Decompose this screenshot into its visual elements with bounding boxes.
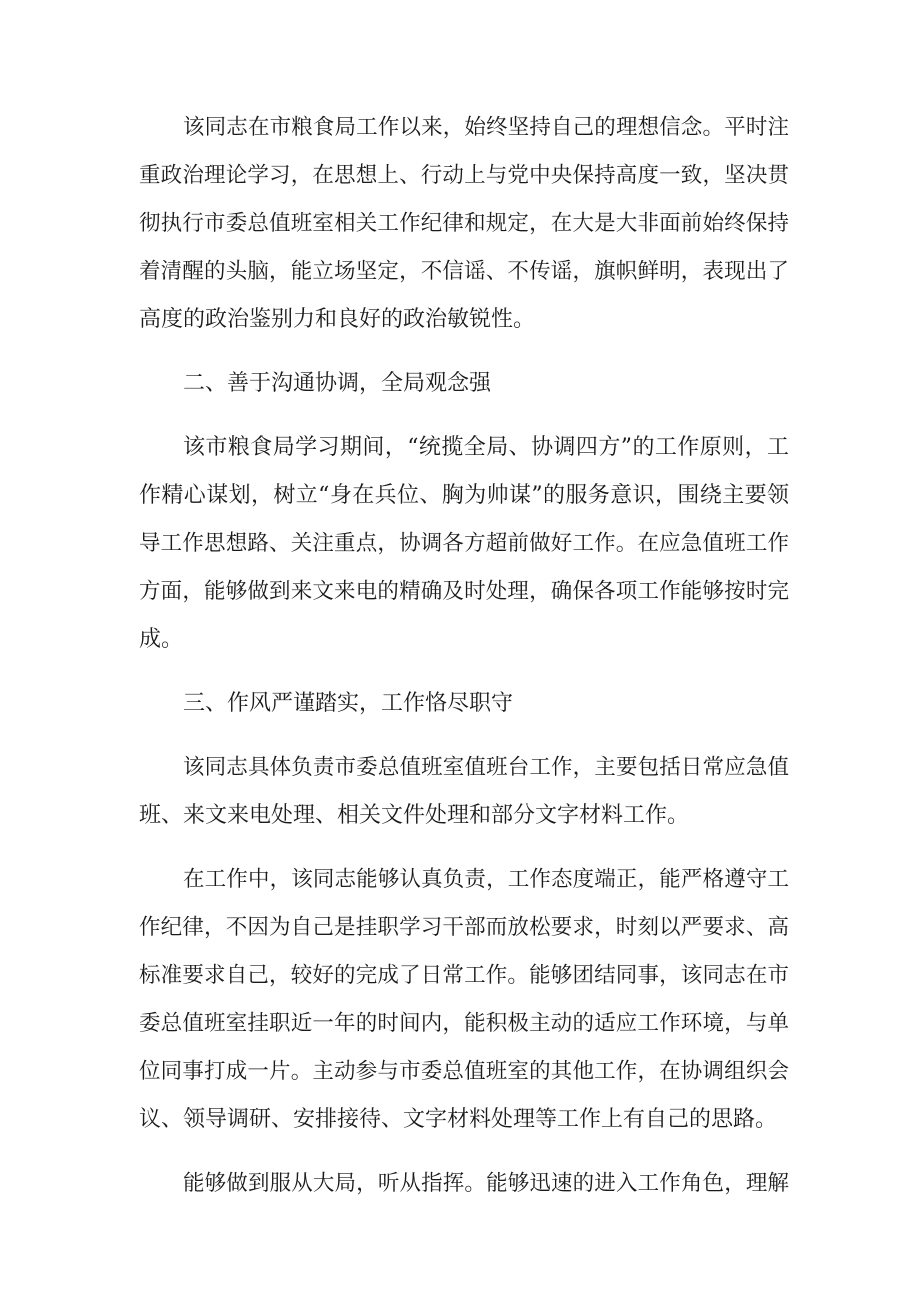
paragraph-line: 重政治理论学习，在思想上、行动上与党中央保持高度一致，坚决贯 [139,163,789,188]
paragraph-line: 彻执行市委总值班室相关工作纪律和规定，在大是大非面前始终保持 [139,211,789,236]
paragraph-line: 作精心谋划，树立“身在兵位、胸为帅谋”的服务意识，围绕主要领 [139,483,789,508]
paragraph-line: 该市粮食局学习期间，“统揽全局、协调四方”的工作原则，工 [183,435,789,460]
section-heading-3: 三、作风严谨踏实，工作恪尽职守 [183,691,514,716]
paragraph-line: 能够做到服从大局，听从指挥。能够迅速的进入工作角色，理解 [183,1171,789,1196]
paragraph-line: 该同志在市粮食局工作以来，始终坚持自己的理想信念。平时注 [183,115,789,140]
paragraph-line: 作纪律，不因为自己是挂职学习干部而放松要求，时刻以严要求、高 [139,915,789,940]
paragraph-line: 成。 [139,627,184,652]
paragraph-line: 标准要求自己，较好的完成了日常工作。能够团结同事，该同志在市 [139,963,789,988]
paragraph-line: 委总值班室挂职近一年的时间内，能积极主动的适应工作环境，与单 [139,1011,789,1036]
paragraph-line: 在工作中，该同志能够认真负责，工作态度端正，能严格遵守工 [183,867,789,892]
paragraph-line: 着清醒的头脑，能立场坚定，不信谣、不传谣，旗帜鲜明，表现出了 [139,259,789,284]
paragraph-line: 议、领导调研、安排接待、文字材料处理等工作上有自己的思路。 [139,1107,778,1132]
paragraph-line: 导工作思想路、关注重点，协调各方超前做好工作。在应急值班工作 [139,531,789,556]
paragraph-line: 该同志具体负责市委总值班室值班台工作，主要包括日常应急值 [183,755,789,780]
paragraph-line: 高度的政治鉴别力和良好的政治敏锐性。 [139,307,536,332]
section-heading-2: 二、善于沟通协调，全局观念强 [183,371,492,396]
paragraph-line: 班、来文来电处理、相关文件处理和部分文字材料工作。 [139,803,690,828]
paragraph-line: 位同事打成一片。主动参与市委总值班室的其他工作，在协调组织会 [139,1059,789,1084]
paragraph-line: 方面，能够做到来文来电的精确及时处理，确保各项工作能够按时完 [139,579,789,604]
